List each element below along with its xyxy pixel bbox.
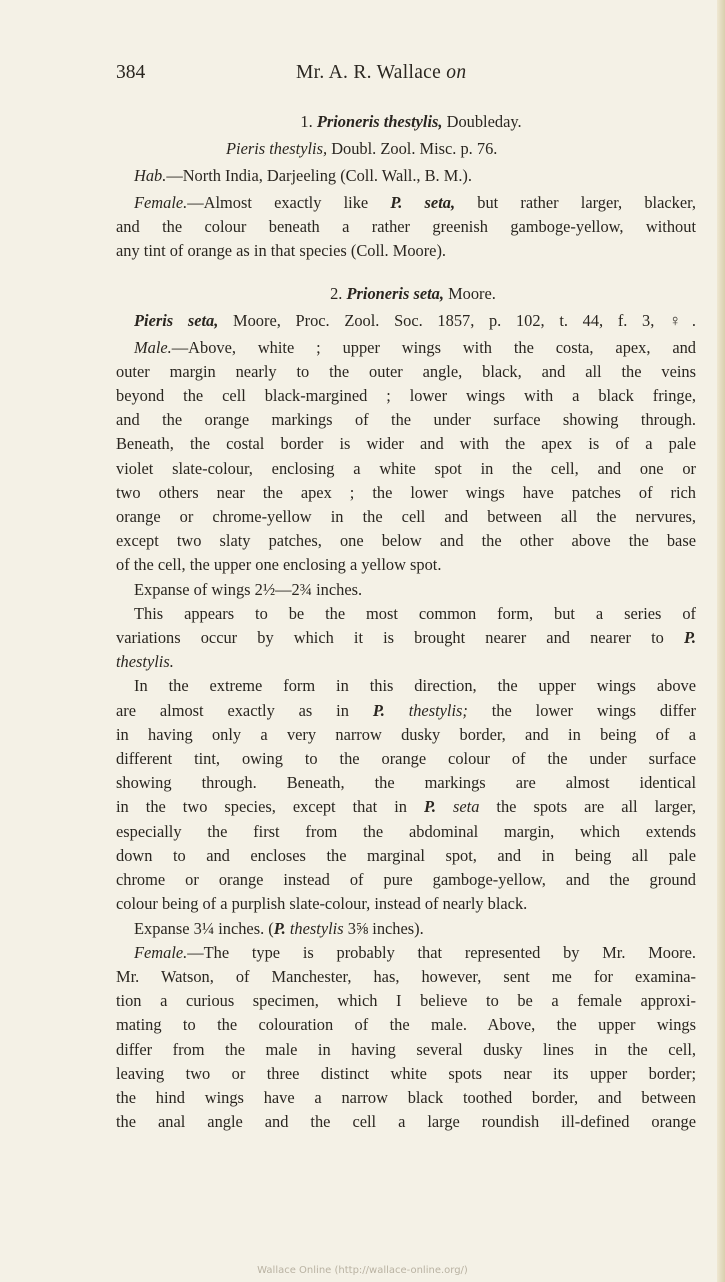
species-2-expanse-2: Expanse 3¼ inches. (P. thestylis 3⅝ inches).	[134, 918, 424, 938]
species-1-female: Female.—Almost exactly like P. seta, but rather larger, blacker, and the colour beneath a rather greenish gamboge-yellow, without any tint of orange as in that species (Coll. Moore).	[116, 192, 696, 261]
species-1-title: 1. Prioneris thestylis, Doubleday.	[300, 112, 522, 131]
species-2-male: Male.—Above, white ; upper wings with the costa, apex, and outer margin nearly to the outer angle, black, and all the veins beyond the cell black-margined ; lower wings with a black fringe, and the orange markings of the under surface showing through. Beneath, the costal border is wider and with the apex is of a pale violet slate-colour, enclosing a white spot in the cell, and one or two others near the apex ; the lower wings have patches of rich orange or chrome-yellow in the cell and between all the nervures, except two slaty patches, one below and the other above the base of the cell, the upper one enclosing a yellow spot.	[116, 337, 696, 575]
page-body	[116, 110, 696, 1134]
species-2-female: Female.—The type is probably that represented by Mr. Moore. Mr. Watson, of Manchester, has, however, sent me for examina- tion a curious specimen, which I believe to be a female approxi- mating to the colouration of the male. Above, the upper wings differ from the male in having several dusky lines in the cell, leaving two or three distinct white spots near its upper border; the hind wings have a narrow black toothed border, and between the anal angle and the cell a large roundish ill-defined orange	[116, 942, 696, 1132]
page-edge	[717, 0, 725, 1282]
species-1-synonym: Pieris thestylis, Doubl. Zool. Misc. p. 76.	[226, 139, 498, 159]
running-title: Mr. A. R. Wallace on	[296, 62, 467, 83]
footer-credit: Wallace Online (http://wallace-online.org/)	[257, 1265, 468, 1276]
species-1-habitat: Hab.—North India, Darjeeling (Coll. Wall., B. M.).	[134, 166, 472, 186]
species-2-variation-note: This appears to be the most common form, but a series of variations occur by which it is brought nearer and nearer to P. thestylis.	[116, 603, 696, 672]
page-header	[116, 62, 697, 88]
species-2-expanse: Expanse of wings 2½—2¾ inches.	[134, 579, 363, 599]
species-2-title: 2. Prioneris seta, Moore.	[330, 284, 496, 304]
species-2-synonym: Pieris seta, Moore, Proc. Zool. Soc. 1857, p. 102, t. 44, f. 3, ♀.	[134, 311, 697, 331]
page-number: 384	[116, 62, 146, 83]
species-2-extreme-form: In the extreme form in this direction, the upper wings above are almost exactly as in P. thestylis; the lower wings differ in having only a very narrow dusky border, and in being of a different tint, owing to the orange colour of the under surface showing through. Beneath, the markings are almost identical in the two species, except that in P. seta the spots are all larger, especially the first from the abdominal margin, which extends down to and encloses the marginal spot, and in being all pale chrome or orange instead of pure gamboge-yellow, and the ground colour being of a purplish slate-colour, instead of nearly black.	[116, 676, 696, 914]
